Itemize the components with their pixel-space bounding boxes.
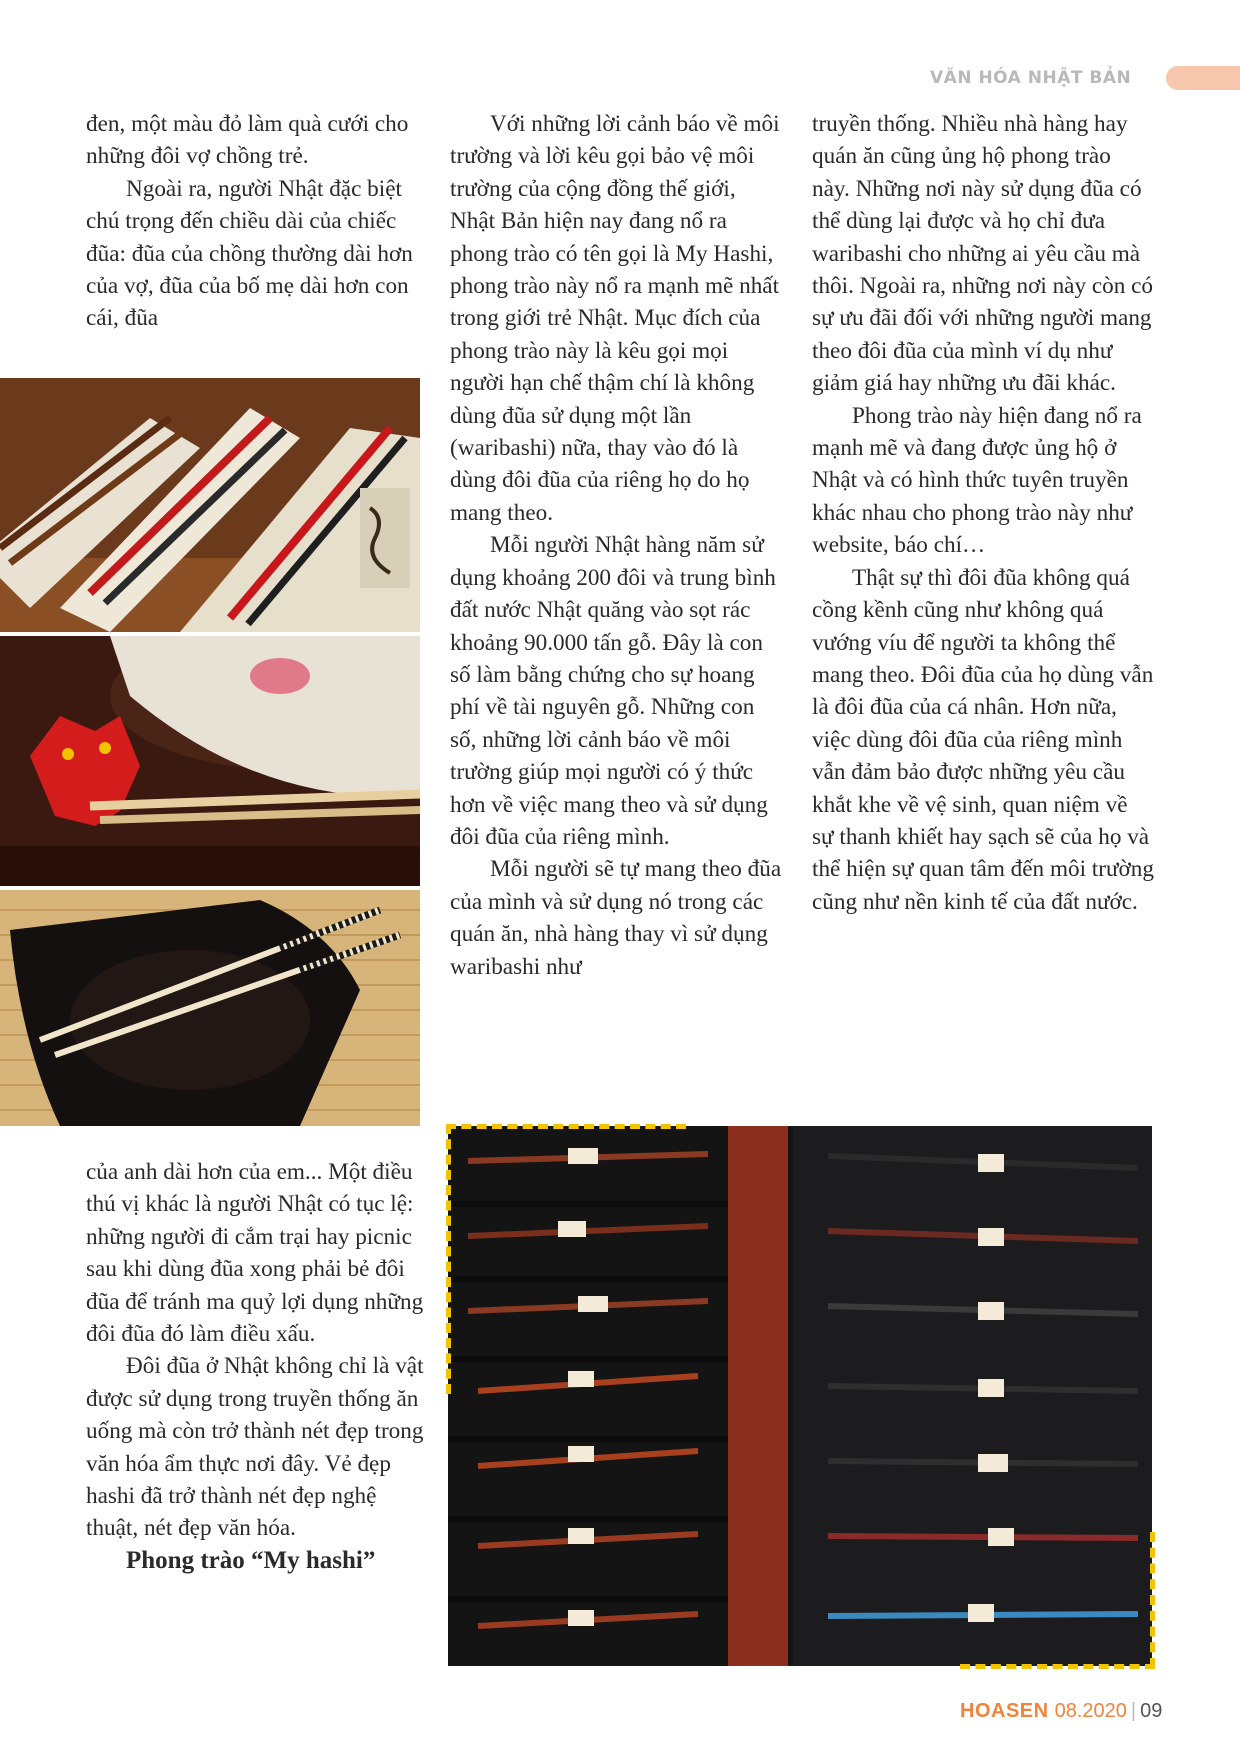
photo-frame-top: [446, 1124, 686, 1129]
column-2: [450, 108, 786, 983]
paragraph: truyền thống. Nhiều nhà hàng hay quán ăn cũng ủng hộ phong trào này. Những nơi này sử dụng đũa có thể dùng lại được và họ chỉ đưa waribashi cho những ai yêu cầu mà thôi. Ngoài ra, những nơi này còn có sự ưu đãi đối với những người mang theo đôi đũa của mình ví dụ như giảm giá hay những ưu đãi khác.: [812, 111, 1154, 397]
page-footer: [960, 1700, 1162, 1723]
paragraph: Đôi đũa ở Nhật không chỉ là vật được sử dụng trong truyền thống ăn uống mà còn trở thành nét đẹp trong văn hóa ẩm thực nơi đây. Vẻ đẹp hashi đã trở thành nét đẹp nghệ thuật, nét đẹp văn hóa.: [86, 1353, 424, 1542]
paragraph: Thật sự thì đôi đũa không quá cồng kềnh cũng như không quá vướng víu để người ta không thể mang theo. Đôi đũa của họ dùng vẫn là đôi đũa của cá nhân. Hơn nữa, việc dùng đôi đũa của riêng mình vẫn đảm bảo được những yêu cầu khắt khe về vệ sinh, quan niệm về sự thanh khiết hay sạch sẽ của họ và thể hiện sự quan tâm đến môi trường cũng như nền kinh tế của đất nước.: [812, 564, 1154, 915]
paragraph: Mỗi người Nhật hàng năm sử dụng khoảng 200 đôi và trung bình đất nước Nhật quăng vào sọt rác khoảng 90.000 tấn gỗ. Đây là con số làm bằng chứng cho sự hoang phí về tài nguyên gỗ. Những con số, những lời cảnh báo về môi trường giúp mọi người có ý thức hơn về việc mang theo và sử dụng đôi đũa của riêng mình.: [450, 532, 776, 850]
photo-frame-left: [446, 1124, 451, 1394]
column-3: [812, 108, 1154, 918]
page-number: 09: [1140, 1700, 1163, 1722]
column-1-top: [86, 108, 424, 335]
chopstick-display-rack-photo: [448, 1126, 1152, 1666]
paragraph: Ngoài ra, người Nhật đặc biệt chú trọng đến chiều dài của chiếc đũa: đũa của chồng thường dài hơn của vợ, đũa của bố mẹ dài hơn con cái, đũa: [86, 175, 413, 332]
photo-frame-bottom: [960, 1664, 1155, 1669]
column-1-bottom: [86, 1156, 424, 1577]
paragraph: Với những lời cảnh báo về môi trường và lời kêu gọi bảo vệ môi trường của cộng đồng thế giới, Nhật Bản hiện nay đang nổ ra phong trào có tên gọi là My Hashi, phong trào này nổ ra mạnh mẽ nhất trong giới trẻ Nhật. Mục đích của phong trào này là kêu gọi mọi người hạn chế thậm chí là không dùng đũa sử dụng một lần (waribashi) nữa, thay vào đó là dùng đôi đũa của riêng họ do họ mang theo.: [450, 111, 780, 526]
red-rest-chopsticks-photo: [0, 636, 420, 886]
black-plate-chopsticks-photo: [0, 890, 420, 1126]
paragraph: Mỗi người sẽ tự mang theo đũa của mình và sử dụng nó trong các quán ăn, nhà hàng thay vì sử dụng waribashi như: [450, 856, 782, 980]
paragraph: Phong trào này hiện đang nổ ra mạnh mẽ và đang được ủng hộ ở Nhật và có hình thức tuyên truyền khác nhau cho phong trào này như website, báo chí…: [812, 402, 1142, 559]
subheading: Phong trào “My hashi”: [126, 1546, 376, 1574]
paragraph: của anh dài hơn của em... Một điều thú vị khác là người Nhật có tục lệ: những người đi cắm trại hay picnic sau khi dùng đũa xong phải bẻ đôi đũa để tránh ma quỷ lợi dụng những đôi đũa đó làm điều xấu.: [86, 1159, 424, 1348]
section-accent-pill: [1166, 66, 1240, 90]
magazine-brand: HOASEN: [960, 1700, 1049, 1722]
issue-date: 08.2020: [1054, 1700, 1127, 1722]
section-label: VĂN HÓA NHẬT BẢN: [930, 68, 1132, 88]
photo-frame-right: [1150, 1532, 1155, 1668]
footer-separator: |: [1130, 1700, 1137, 1722]
chopstick-gift-boxes-photo: [0, 378, 420, 632]
paragraph: đen, một màu đỏ làm quà cưới cho những đôi vợ chồng trẻ.: [86, 111, 409, 170]
